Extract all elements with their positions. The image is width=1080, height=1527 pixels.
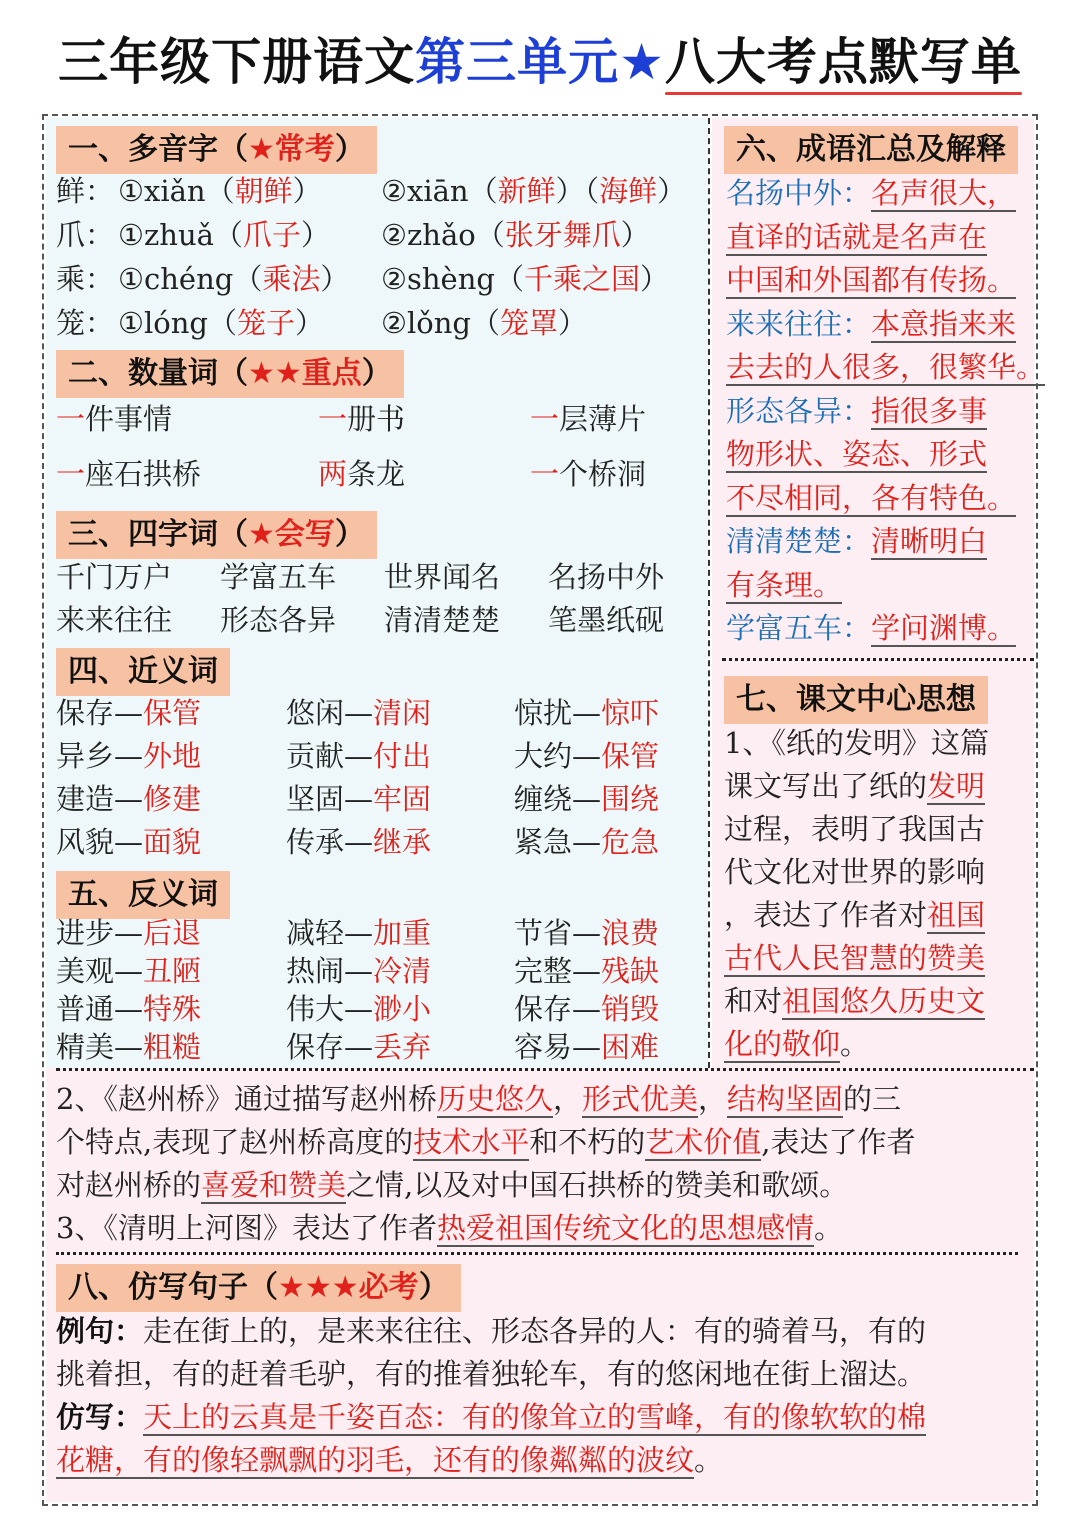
- text-s5-pairs-11-b: 困难: [601, 1030, 660, 1064]
- text-s3-words-5: 形态各异: [220, 603, 337, 637]
- text-s7-p2_l3-t2: 之情,以及对中国石拱桥的赞美和歌颂。: [346, 1168, 849, 1202]
- text-s4-pairs-9-a: 风貌—: [56, 825, 144, 859]
- text-s7-p2_l1-t1: 2、《赵州桥》通过描写赵州桥: [56, 1082, 437, 1116]
- text-s1-rows-0-a_e: ）: [292, 174, 322, 208]
- text-s5-pairs-10-b: 丢弃: [373, 1030, 432, 1064]
- text-s1-rows-2-b: ②shèng（: [381, 262, 524, 296]
- text-s4-header: 四、近义词: [68, 654, 218, 689]
- text-s6-lines-7-red: 不尽相同，各有特色。: [726, 480, 1017, 515]
- qingming-summary: [56, 1207, 1031, 1250]
- divider-right: [722, 658, 1034, 661]
- text-s1-rows-2-b_w: 千乘之国: [523, 262, 640, 296]
- zhaozhou-bridge-summary: [56, 1078, 1031, 1250]
- section4-header: [56, 648, 230, 696]
- text-s2-items-3-q: 一: [56, 457, 86, 491]
- text-s5-pairs-4-b: 冷清: [373, 954, 432, 988]
- text-s7-p2_l2-t3: ,表达了作者: [761, 1125, 916, 1159]
- text-s3-words-0: 千门万户: [56, 560, 173, 594]
- text-s7-p1_lines-4-r: 祖国: [927, 898, 986, 932]
- text-s1-rows-1-a_w: 爪子: [242, 218, 301, 252]
- text-s4-pairs-3-b: 外地: [143, 739, 202, 773]
- text-s6-lines-8-blue: 清清楚楚：: [726, 524, 872, 558]
- text-s7-p1_lines-1-r: 发明: [927, 769, 986, 803]
- section2-header: [56, 350, 404, 398]
- text-s6-lines-8-red: 清晰明白: [871, 524, 988, 558]
- section3-header: [56, 511, 377, 559]
- text-s3-words-6: 清清楚楚: [384, 603, 501, 637]
- text-s5-pairs-2-b: 浪费: [601, 916, 660, 950]
- text-s2-items-1-w: 册书: [347, 402, 406, 436]
- text-s1-rows-3-ch: 笼：: [56, 306, 115, 340]
- text-s1-rows-0-b: ②xiān（: [381, 174, 498, 208]
- text-s6-lines-10-red: 学问渊博。: [871, 611, 1017, 645]
- text-s8-example_label: 例句：: [56, 1314, 144, 1348]
- text-s6-lines-5-red: 指很多事: [871, 393, 988, 428]
- text-s7-p1_lines-7-r: 化的敬仰: [724, 1027, 841, 1061]
- section7-header: [724, 676, 988, 724]
- section1-header: [56, 126, 377, 174]
- page-title: [0, 22, 1080, 94]
- text-s6-lines-2-red: 中国和外国都有传扬。: [726, 263, 1017, 297]
- text-s5-pairs-0-b: 后退: [143, 916, 202, 950]
- text-s5-pairs-3-a: 美观—: [56, 954, 144, 988]
- text-s8-example_l2: 挑着担，有的赶着毛驴，有的推着独轮车，有的悠闲地在街上溜达。: [56, 1357, 927, 1391]
- text-s4-pairs-11-b: 危急: [601, 825, 660, 859]
- text-s2-items-2-w: 层薄片: [559, 402, 647, 436]
- text-s4-pairs-1-a: 悠闲—: [286, 696, 374, 730]
- text-s7-header: 七、课文中心思想: [736, 682, 976, 717]
- text-s7-p1_lines-3-t: 代文化对世界的影响: [724, 855, 986, 889]
- divider-bottom: [56, 1252, 1018, 1255]
- text-s7-p3-t2: 。: [813, 1211, 843, 1245]
- text-s4-pairs-8-b: 围绕: [601, 782, 660, 816]
- text-s1-rows-2-a: ①chéng（: [118, 262, 263, 296]
- text-s2-items-3-w: 座石拱桥: [85, 457, 202, 491]
- text-s7-p2_l1-t3: ，: [698, 1082, 728, 1116]
- text-s8-imitate_label: 仿写：: [56, 1400, 144, 1434]
- text-s5-pairs-7-b: 渺小: [373, 992, 432, 1026]
- text-s2-items-0-w: 件事情: [85, 402, 173, 436]
- text-s1-rows-3-b_m: ）: [558, 306, 588, 340]
- synonym-list: [56, 692, 696, 868]
- text-s1-rows-2-b_m: ）: [639, 262, 669, 296]
- text-s3-words-1: 学富五车: [220, 560, 337, 594]
- text-s1-rows-3-b: ②lǒng（: [381, 306, 500, 340]
- text-s1-rows-0-b_w: 新鲜: [497, 174, 556, 208]
- text-s3-header_em: ★会写: [248, 517, 335, 552]
- text-s8-imitate_l1: 天上的云真是千姿百态：有的像耸立的雪峰，有的像软软的棉: [143, 1400, 927, 1434]
- text-s5-pairs-8-a: 保存—: [514, 992, 602, 1026]
- text-s5-pairs-9-a: 精美—: [56, 1030, 144, 1064]
- text-s8-header: 八、仿写句子（: [68, 1270, 278, 1305]
- text-s3-words-7: 笔墨纸砚: [548, 603, 665, 637]
- text-s2-header_end: ）: [361, 356, 392, 391]
- text-s7-p1_lines-6-t: 和对: [724, 984, 783, 1018]
- text-s7-p3-r1: 热爱祖国传统文化的思想感情: [436, 1211, 814, 1245]
- text-s5-pairs-4-a: 热闹—: [286, 954, 374, 988]
- text-s4-pairs-4-b: 付出: [373, 739, 432, 773]
- imitation-sentences: [56, 1310, 1031, 1482]
- text-s7-p2_l1-t4: 的三: [843, 1082, 902, 1116]
- text-s4-pairs-0-b: 保管: [143, 696, 202, 730]
- text-s2-items-4-q: 两: [318, 457, 348, 491]
- text-s5-pairs-6-b: 特殊: [143, 992, 202, 1026]
- text-s1-rows-2-ch: 乘：: [56, 262, 115, 296]
- text-s2-header: 二、数量词（: [68, 356, 248, 391]
- text-s2-items-4-w: 条龙: [347, 457, 406, 491]
- text-s7-p2_l2-r1: 技术水平: [413, 1125, 530, 1159]
- text-s7-p1_lines-7-e: 。: [840, 1027, 870, 1061]
- text-s6-lines-10-blue: 学富五车：: [726, 611, 872, 645]
- text-s6-lines-3-red: 本意指来来: [871, 306, 1017, 341]
- text-s1-rows-0-b_e: ）: [657, 174, 687, 208]
- text-s8-header_em: ★★★必考: [278, 1270, 419, 1305]
- text-s2-items-0-q: 一: [56, 402, 86, 436]
- text-s7-p3-t1: 3、《清明上河图》表达了作者: [56, 1211, 437, 1245]
- text-s4-pairs-6-b: 修建: [143, 782, 202, 816]
- text-s3-header: 三、四字词（: [68, 517, 248, 552]
- text-s1-rows-1-b: ②zhǎo（: [381, 218, 505, 252]
- text-s4-pairs-2-a: 惊扰—: [514, 696, 602, 730]
- text-s2-items-5-q: 一: [530, 457, 560, 491]
- paper-invention-summary: [724, 722, 1030, 1066]
- text-s6-lines-6-red: 物形状、姿态、形式: [726, 437, 988, 471]
- text-s7-p1_lines-4-t: ，表达了作者对: [724, 898, 928, 932]
- text-s5-pairs-2-a: 节省—: [514, 916, 602, 950]
- text-s4-pairs-2-b: 惊吓: [601, 696, 660, 730]
- text-s4-pairs-5-a: 大约—: [514, 739, 602, 773]
- text-s7-p2_l1-t2: ，: [552, 1082, 582, 1116]
- text-s1-rows-2-a_e: ）: [320, 262, 350, 296]
- measure-word-list: [56, 398, 696, 498]
- text-s7-p1_lines-6-r: 祖国悠久历史文: [782, 984, 986, 1018]
- text-s5-pairs-3-b: 丑陋: [143, 954, 202, 988]
- text-s1-rows-1-a: ①zhuǎ（: [118, 218, 243, 252]
- text-s2-items-5-w: 个桥洞: [559, 457, 647, 491]
- text-s7-p1_lines-1-t: 课文写出了纸的: [724, 769, 928, 803]
- title-part1: 三年级下册语文: [58, 33, 416, 91]
- text-s2-items-2-q: 一: [530, 402, 560, 436]
- text-s1-rows-0-a: ①xiǎn（: [118, 174, 235, 208]
- text-s5-pairs-5-a: 完整—: [514, 954, 602, 988]
- text-s3-words-3: 名扬中外: [548, 560, 665, 594]
- text-s3-header_end: ）: [334, 517, 365, 552]
- text-s4-pairs-0-a: 保存—: [56, 696, 144, 730]
- text-s4-pairs-7-a: 坚固—: [286, 782, 374, 816]
- text-s4-pairs-10-b: 继承: [373, 825, 432, 859]
- text-s6-lines-1-red: 直译的话就是名声在: [726, 219, 988, 254]
- text-s5-pairs-5-b: 残缺: [601, 954, 660, 988]
- text-s4-pairs-4-a: 贡献—: [286, 739, 374, 773]
- text-s5-pairs-10-a: 保存—: [286, 1030, 374, 1064]
- idiom-explanations: [726, 172, 1046, 651]
- text-s4-pairs-10-a: 传承—: [286, 825, 374, 859]
- text-s6-header: 六、成语汇总及解释: [736, 132, 1006, 167]
- text-s1-rows-0-a_w: 朝鲜: [234, 174, 293, 208]
- text-s1-rows-1-b_m: ）: [620, 218, 650, 252]
- text-s6-lines-4-red: 去去的人很多，很繁华。: [726, 350, 1046, 384]
- text-s1-rows-0-b_m: ）（: [555, 174, 600, 208]
- text-s7-p1_lines-5-r: 古代人民智慧的赞美: [724, 941, 986, 975]
- text-s4-pairs-5-b: 保管: [601, 739, 660, 773]
- text-s6-lines-9-red: 有条理。: [726, 567, 843, 602]
- text-s1-header: 一、多音字（: [68, 132, 248, 167]
- text-s6-lines-0-red: 名声很大，: [871, 176, 1017, 210]
- text-s4-pairs-11-a: 紧急—: [514, 825, 602, 859]
- text-s1-rows-3-b_w: 笼罩: [499, 306, 558, 340]
- title-part2: 第三单元★: [415, 33, 665, 91]
- text-s1-rows-1-b_w: 张牙舞爪: [504, 218, 621, 252]
- text-s3-words-2: 世界闻名: [384, 560, 501, 594]
- text-s5-pairs-11-a: 容易—: [514, 1030, 602, 1064]
- text-s6-lines-3-blue: 来来往往：: [726, 306, 872, 341]
- text-s8-imitate_l2: 花糖，有的像轻飘飘的羽毛，还有的像粼粼的波纹: [56, 1443, 695, 1477]
- section8-header: [56, 1264, 461, 1312]
- text-s2-header_em: ★★重点: [248, 356, 362, 391]
- text-s1-header_em: ★常考: [248, 132, 335, 167]
- text-s5-pairs-6-a: 普通—: [56, 992, 144, 1026]
- text-s8-header_end: ）: [418, 1270, 449, 1305]
- text-s7-p2_l1-r1: 历史悠久: [436, 1082, 553, 1116]
- text-s7-p1_lines-0-t: 1、《纸的发明》这篇: [724, 726, 989, 760]
- text-s1-rows-1-ch: 爪：: [56, 218, 115, 252]
- text-s5-pairs-0-a: 进步—: [56, 916, 144, 950]
- text-s1-rows-2-a_w: 乘法: [262, 262, 321, 296]
- text-s7-p2_l1-r3: 结构坚固: [727, 1082, 844, 1116]
- text-s4-pairs-7-b: 牢固: [373, 782, 432, 816]
- text-s5-pairs-1-b: 加重: [373, 916, 432, 950]
- column-divider: [708, 118, 710, 1068]
- text-s7-p1_lines-2-t: 过程，表明了我国古: [724, 812, 986, 846]
- text-s1-rows-3-a_w: 笼子: [236, 306, 295, 340]
- text-s1-rows-1-a_e: ）: [300, 218, 330, 252]
- text-s5-pairs-9-b: 粗糙: [143, 1030, 202, 1064]
- text-s2-items-1-q: 一: [318, 402, 348, 436]
- text-s4-pairs-3-a: 异乡—: [56, 739, 144, 773]
- text-s6-lines-0-blue: 名扬中外：: [726, 176, 872, 210]
- text-s7-p2_l2-t2: 和不朽的: [529, 1125, 646, 1159]
- text-s8-imitate_end: 。: [694, 1443, 724, 1477]
- text-s5-pairs-7-a: 伟大—: [286, 992, 374, 1026]
- text-s5-pairs-1-a: 减轻—: [286, 916, 374, 950]
- four-char-word-list: [56, 556, 696, 646]
- text-s1-rows-0-ch: 鲜：: [56, 174, 115, 208]
- title-part3: 八大考点默写单: [664, 33, 1022, 91]
- text-s1-rows-3-a: ①lóng（: [118, 306, 237, 340]
- text-s8-example_l1: 走在街上的，是来来往往、形态各异的人：有的骑着马，有的: [143, 1314, 927, 1348]
- text-s5-header: 五、反义词: [68, 877, 218, 912]
- text-s1-rows-0-b_w2: 海鲜: [599, 174, 658, 208]
- text-s1-header_end: ）: [334, 132, 365, 167]
- text-s4-pairs-8-a: 缠绕—: [514, 782, 602, 816]
- text-s4-pairs-6-a: 建造—: [56, 782, 144, 816]
- text-s4-pairs-9-b: 面貌: [143, 825, 202, 859]
- text-s1-rows-3-a_e: ）: [295, 306, 325, 340]
- text-s7-p2_l2-r2: 艺术价值: [645, 1125, 762, 1159]
- text-s7-p2_l2-t1: 个特点,表现了赵州桥高度的: [56, 1125, 414, 1159]
- antonym-list: [56, 912, 696, 1067]
- text-s4-pairs-1-b: 清闲: [373, 696, 432, 730]
- text-s7-p2_l1-r2: 形式优美: [581, 1082, 698, 1116]
- text-s5-pairs-8-b: 销毁: [601, 992, 660, 1026]
- text-s7-p2_l3-t1: 对赵州桥的: [56, 1168, 202, 1202]
- text-s3-words-4: 来来往往: [56, 603, 173, 637]
- text-s6-lines-5-blue: 形态各异：: [726, 393, 872, 428]
- text-s7-p2_l3-r1: 喜爱和赞美: [201, 1168, 347, 1202]
- section6-header: [724, 126, 1018, 174]
